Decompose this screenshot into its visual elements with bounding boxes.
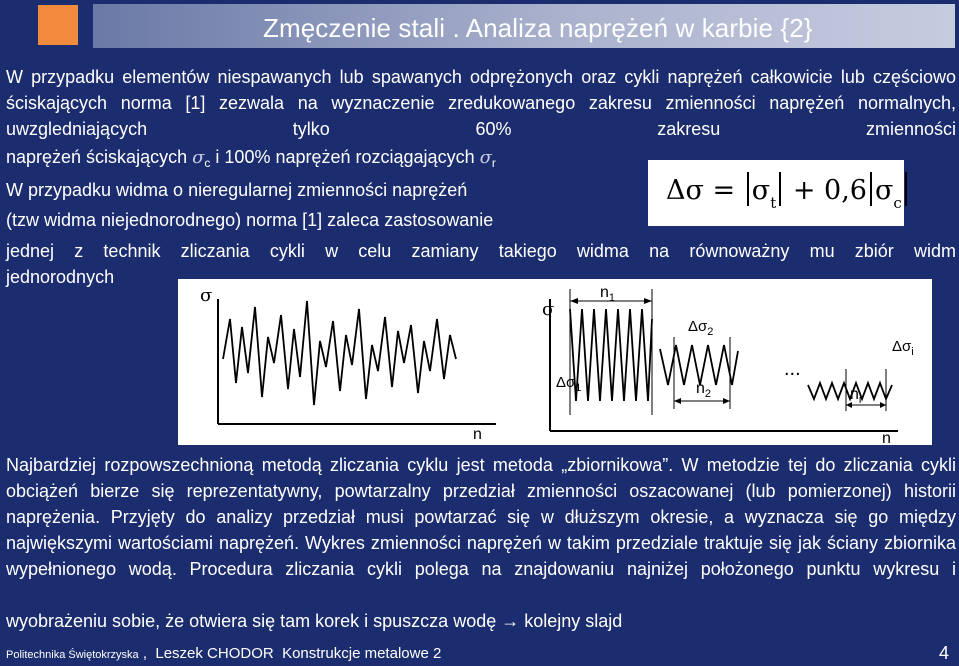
body-last-text: wyobrażeniu sobie, że otwiera się tam korek i spuszcza wodę — [6, 611, 497, 631]
formula-plus: + 0,6 — [792, 175, 867, 206]
label-n1: $n_1$ — [600, 284, 616, 304]
label-n2: $n_2$ — [696, 380, 712, 400]
label-ni: $n_i$ — [850, 386, 862, 406]
footer-course: Konstrukcje metalowe 2 — [282, 645, 442, 662]
sigma-c-sub: c — [204, 156, 211, 170]
ellipsis: ... — [784, 358, 801, 380]
slide-title: Zmęczenie stali . Analiza naprężeń w karbie {2} — [263, 13, 813, 43]
formula-sub-c: c — [893, 194, 902, 212]
jednej-line: jednej z technik zliczania cykli w celu zamiany takiego widma na równoważny mu zbiór widm — [6, 241, 956, 261]
body-last-tail: kolejny slajd — [524, 611, 623, 631]
right-axis-sigma: σ — [542, 299, 555, 320]
sigma-r-symbol: σ — [479, 147, 492, 168]
footer-author: Leszek CHODOR — [155, 645, 274, 662]
formula-equals: = — [712, 175, 736, 206]
widmo-line: W przypadku widma o nieregularnej zmienności naprężeń — [6, 180, 468, 200]
intro-last-line — [6, 144, 496, 176]
intro-paragraph: W przypadku elementów niespawanych lub spawanych odprężonych oraz cykli naprężeń całkowicie lub częściowo ściskających norma [1] zezwala na wyznaczenie zredukowanego zakresu zmienności naprężeń normalnych, uwzgledniających tylko 60% zakresu zmienności — [6, 67, 956, 139]
label-delta-sigma-i: $\Delta\sigma_i$ — [892, 338, 914, 358]
title-bar — [93, 4, 955, 48]
jednorodnych-line: jednorodnych — [6, 267, 115, 287]
footer-separator: , — [142, 645, 148, 662]
label-delta-sigma-1: $\Delta\sigma_1$ — [556, 374, 582, 394]
sigma-r-sub: r — [491, 156, 496, 170]
body-paragraph: Najbardziej rozpowszechnioną metodą zliczania cyklu jest metoda „zbiornikowa”. W metodzie tej do zliczania cykli obciążeń bierze się reprezentatywny, powtarzalny przedział zmienności oszacowanej (lub pomierzonej) historii naprężenia. Przyjęty do analizy przedział musi powtarzać się w dłuższym okresie, a wyznacza się go między największymi wartościami naprężeń. Wykres zmienności naprężeń w takim przedziale traktuje się jak ściany zbiornika wypełnionego wodą. Procedura zliczania cykli polega na znajdowaniu najniżej położonego punktu wykresu i — [6, 455, 956, 579]
intro-last-text-b: i 100% naprężeń rozciągających — [215, 147, 475, 167]
stress-spectrum-diagram — [178, 279, 932, 445]
sigma-c-symbol: σ — [192, 147, 205, 168]
left-axis-sigma: σ — [200, 285, 213, 306]
arrow-icon: → — [501, 611, 520, 631]
label-delta-sigma-2: $\Delta\sigma_2$ — [688, 318, 714, 338]
right-axis-n: n — [882, 430, 891, 445]
page-number: 4 — [938, 643, 949, 663]
formula-sigma-t: σ — [751, 175, 771, 206]
left-axis-n: n — [473, 426, 482, 443]
footer-institution: Politechnika Świętokrzyska — [6, 649, 139, 661]
formula-sub-t: t — [770, 194, 777, 212]
formula-box — [648, 160, 904, 226]
body-last-line — [6, 608, 622, 634]
tzw-line: (tzw widma niejednorodnego) norma [1] zaleca zastosowanie — [6, 210, 494, 230]
formula-sigma-c: σ — [874, 175, 894, 206]
accent-square — [38, 5, 78, 45]
intro-last-text-a: naprężeń ściskających — [6, 147, 188, 167]
formula — [666, 172, 910, 212]
footer — [6, 645, 441, 662]
formula-delta-sigma: Δσ — [666, 175, 704, 206]
